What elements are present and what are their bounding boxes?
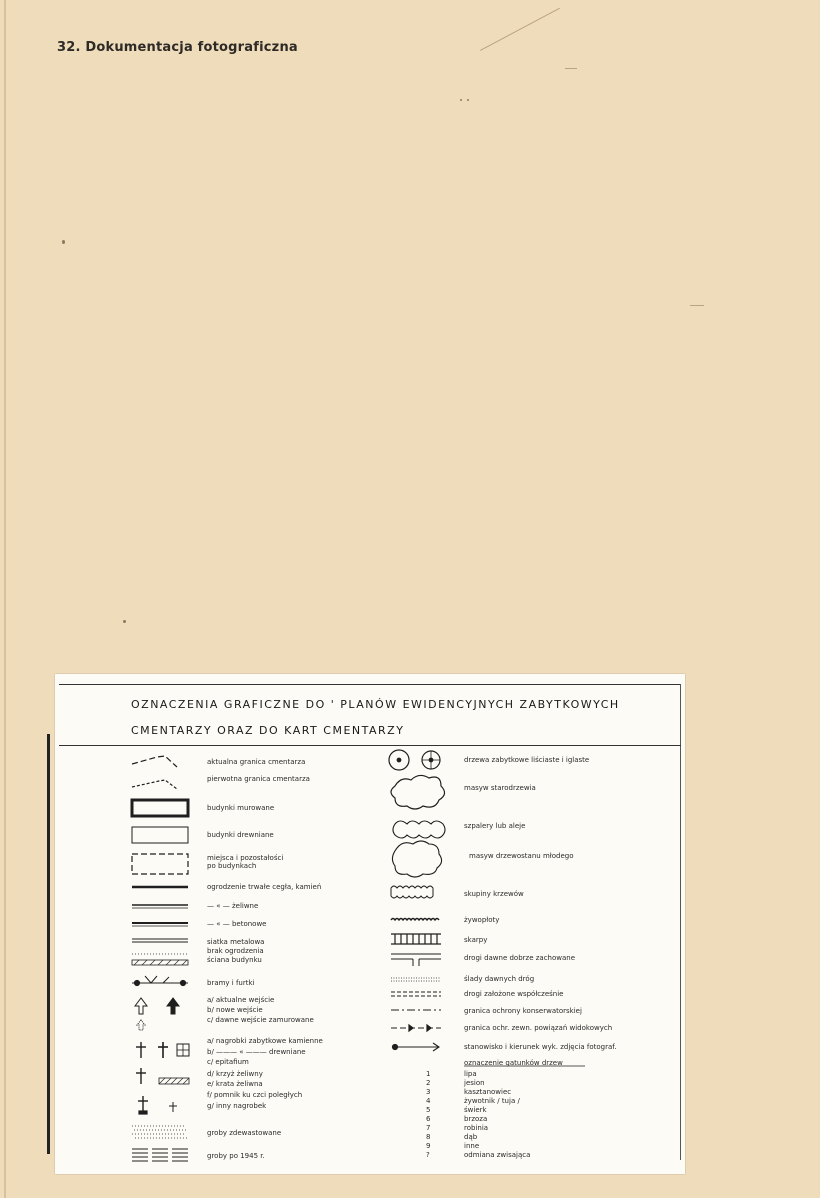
label-concrete-fence: — « — betonowe bbox=[207, 920, 267, 928]
page-header: 32. Dokumentacja fotograficzna bbox=[57, 40, 298, 55]
shrubs-symbol bbox=[391, 886, 433, 898]
paper-scratch bbox=[690, 305, 704, 306]
legend-title-line2: CMENTARZY ORAZ DO KART CMENTARZY bbox=[131, 724, 405, 737]
young-trees-mass-symbol bbox=[392, 841, 441, 877]
label-permanent-fence: ogrodzenie trwałe cegła, kamień bbox=[207, 883, 322, 891]
label-building-wall: ściana budynku bbox=[207, 956, 262, 964]
species-number: 8 bbox=[426, 1133, 431, 1141]
label-original-border: pierwotna granica cmentarza bbox=[207, 775, 310, 783]
original-border-symbol bbox=[132, 780, 177, 789]
label-former-buildings: miejsca i pozostałości po budynkach bbox=[207, 854, 284, 870]
legend-title-line1: OZNACZENIA GRAFICZNE DO ' PLANÓW EWIDENCYJNYCH ZABYTKOWYCH bbox=[131, 698, 620, 711]
label-graves-after-1945: groby po 1945 r. bbox=[207, 1152, 265, 1160]
species-number: 2 bbox=[426, 1079, 431, 1087]
former-entrance-symbol bbox=[137, 1020, 145, 1030]
building-wall-symbol bbox=[132, 960, 188, 965]
label-conservation-border: granica ochrony konserwatorskiej bbox=[464, 1007, 582, 1015]
label-young-trees-mass: masyw drzewostanu młodego bbox=[469, 852, 574, 860]
label-stone-tombstones: a/ nagrobki zabytkowe kamienne bbox=[207, 1037, 323, 1045]
species-name: inne bbox=[464, 1142, 480, 1150]
species-number: 9 bbox=[426, 1142, 431, 1150]
legend-binding-bar bbox=[47, 734, 50, 1154]
label-species-heading: oznaczenie gatunków drzew bbox=[464, 1059, 563, 1067]
label-old-roads: drogi dawne dobrze zachowane bbox=[464, 954, 576, 962]
label-new-entrance: b/ nowe wejście bbox=[207, 1006, 263, 1014]
label-gates: bramy i furtki bbox=[207, 979, 255, 987]
label-epitaph: c/ epitafium bbox=[207, 1058, 249, 1066]
label-slopes: skarpy bbox=[464, 936, 488, 944]
label-current-entrance: a/ aktualne wejście bbox=[207, 996, 275, 1004]
species-name: lipa bbox=[464, 1070, 477, 1078]
brick-building-symbol bbox=[132, 800, 188, 816]
label-view-border: granica ochr. zewn. powiązań widokowych bbox=[464, 1024, 613, 1032]
page-edge bbox=[4, 0, 6, 1198]
species-number: 3 bbox=[426, 1088, 431, 1096]
label-photo-position: stanowisko i kierunek wyk. zdjęcia fotograf. bbox=[464, 1043, 617, 1051]
label-wire-fence: siatka metalowa bbox=[207, 938, 265, 946]
label-iron-cross: d/ krzyż żeliwny bbox=[207, 1070, 263, 1078]
old-roads-symbol bbox=[391, 954, 441, 966]
label-old-trees-mass: masyw starodrzewia bbox=[464, 784, 536, 792]
species-number: ? bbox=[426, 1151, 430, 1159]
species-name: jesion bbox=[464, 1079, 485, 1087]
label-road-traces: ślady dawnych dróg bbox=[464, 975, 535, 983]
slopes-symbol bbox=[391, 934, 441, 944]
former-building-symbol bbox=[132, 854, 188, 874]
label-brick-buildings: budynki murowane bbox=[207, 804, 275, 812]
devastated-graves-symbol bbox=[132, 1126, 188, 1138]
paper-speck bbox=[123, 620, 126, 623]
label-historic-trees: drzewa zabytkowe liściaste i iglaste bbox=[464, 756, 590, 764]
paper-speck bbox=[467, 99, 469, 101]
label-other-tombstone: g/ inny nagrobek bbox=[207, 1102, 267, 1110]
species-name: żywotnik / tuja / bbox=[464, 1097, 520, 1105]
label-no-fence: brak ogrodzenia bbox=[207, 947, 264, 955]
species-name: odmiana zwisająca bbox=[464, 1151, 531, 1159]
new-entrance-symbol bbox=[167, 998, 179, 1014]
label-hedges: żywopłoty bbox=[464, 916, 500, 924]
species-name: kasztanowiec bbox=[464, 1088, 512, 1096]
hedges-symbol bbox=[391, 919, 439, 921]
paper-scratch bbox=[565, 68, 577, 69]
label-devastated-graves: groby zdewastowane bbox=[207, 1129, 282, 1137]
label-cast-iron-fence: — « — żeliwne bbox=[207, 902, 259, 910]
tree-rows-symbol bbox=[393, 821, 445, 838]
current-entrance-symbol bbox=[135, 998, 147, 1014]
species-number: 1 bbox=[426, 1070, 431, 1078]
label-tree-rows: szpalery lub aleje bbox=[464, 822, 526, 830]
wooden-building-symbol bbox=[132, 827, 188, 843]
species-name: świerk bbox=[464, 1106, 487, 1114]
paper-scratch bbox=[480, 8, 560, 51]
label-wooden-buildings: budynki drewniane bbox=[207, 831, 274, 839]
species-number: 6 bbox=[426, 1115, 431, 1123]
legend-symbols bbox=[55, 674, 685, 1174]
species-number: 7 bbox=[426, 1124, 431, 1132]
label-wooden-tombstones: b/ ——— « ——— drewniane bbox=[207, 1048, 306, 1056]
label-current-border: aktualna granica cmentarza bbox=[207, 758, 306, 766]
species-name: dąb bbox=[464, 1133, 478, 1141]
graves-after-1945-symbol bbox=[132, 1149, 188, 1161]
label-shrubs: skupiny krzewów bbox=[464, 890, 524, 898]
species-name: brzoza bbox=[464, 1115, 488, 1123]
label-iron-grille: e/ krata żeliwna bbox=[207, 1080, 263, 1088]
label-former-entrance: c/ dawne wejście zamurowane bbox=[207, 1016, 314, 1024]
legend-card bbox=[55, 674, 685, 1174]
old-trees-mass-symbol bbox=[391, 775, 445, 809]
paper-speck bbox=[460, 99, 462, 101]
species-name: robinia bbox=[464, 1124, 489, 1132]
paper-speck bbox=[62, 240, 65, 244]
label-memorial: f/ pomnik ku czci poległych bbox=[207, 1091, 303, 1099]
current-border-symbol bbox=[132, 756, 177, 767]
species-number: 5 bbox=[426, 1106, 431, 1114]
label-modern-roads: drogi założone współcześnie bbox=[464, 990, 564, 998]
species-number: 4 bbox=[426, 1097, 431, 1105]
